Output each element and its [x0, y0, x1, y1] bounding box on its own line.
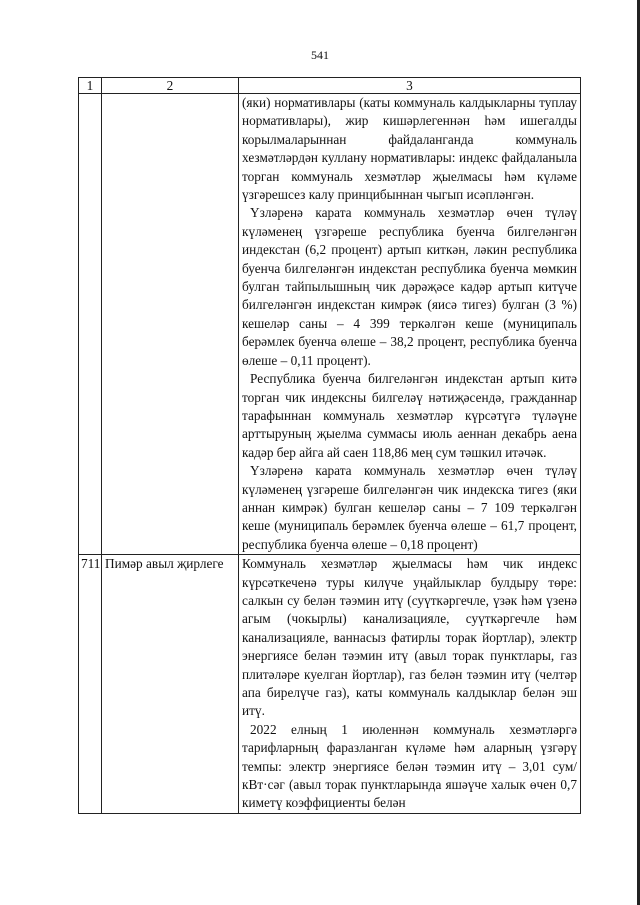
table-row: [79, 94, 581, 555]
settlement-name: [102, 94, 239, 555]
table-header-row: [79, 78, 581, 94]
row-number: [79, 94, 102, 555]
paragraph: Республика буенча билгеләнгән индекстан артып китә торган чик индексны билгеләү нәтиҗәсендә, гражданнар тарафыннан коммуналь хезмәтләр күрсәтүгә түләүне арттыруның җыелма суммасы июль аеннан декабрь аена кадәр бер айга ай саен 118,86 мең сум тәшкил итәчәк.: [242, 371, 577, 460]
paragraph: Коммуналь хезмәтләр җыелмасы һәм чик индекс күрсәткеченә туры килүче уңайлыклар булдыру төре: салкын су белән тәэмин итү (суүткәргечле, үзәк һәм үзенә агым (чокырлы) канализацияле, суүткәргечле һәм канализацияле, ваннасыз фатирлы торак йортлар), электр энергиясе белән тәэмин итү (авыл торак пунктлары, газ плитәләре куелган йортлар), газ белән тәэмин итү (челтәр апа бирелүче газ), каты коммуналь калдыклар белән эш итү.: [242, 556, 577, 719]
paragraph: Үзләренә карата коммуналь хезмәтләр өчен түләү күләменең үзгәреше билгеләнгән чик индекска тигез (яки аннан кимрәк) булган кешеләр саны – 7 109 теркәлгән кеше (муниципаль берәмлек буенча өлеше – 61,7 процент, республика буенча өлеше – 0,18 процент): [242, 463, 577, 552]
paragraph: 2022 елның 1 июленнән коммуналь хезмәтләргә тарифларның фаразланган күләме һәм аларның үзгәрү темпы: электр энергиясе белән тәэмин итү – 3,01 сум/кВт·сәг (авыл торак пунктларында яшәүче халык өчен 0,7 киметү коэффициенты белән: [242, 721, 577, 811]
description-cell: [239, 94, 581, 555]
page-number: 541: [311, 48, 329, 62]
header-col-2: 2: [102, 78, 239, 94]
header-col-1: 1: [79, 78, 102, 94]
header-col-3: 3: [239, 78, 581, 94]
data-table: [78, 77, 581, 814]
row-number: 711: [79, 555, 102, 814]
settlement-name: Пимәр авыл җирлеге: [102, 555, 239, 814]
paragraph: Үзләренә карата коммуналь хезмәтләр өчен түләү күләменең үзгәреше республика буенча билгеләнгән индекстан (6,2 процент) артып киткән, ләкин республика буенча билгеләнгән индекстан республика буенча мөмкин булган тайпылышның чик дәрәҗәсе кадәр артып китүче билгеләнгән индекстан кимрәк (яисә тигез) булган (3 %) кешеләр саны – 4 399 теркәлгән кеше (муниципаль берәмлек буенча өлеше – 38,2 процент, республика буенча өлеше – 0,11 процент).: [242, 205, 577, 368]
paragraph: (яки) нормативлары (каты коммуналь калдыкларны туплау нормативлары), жир кишәрлегеннән һәм ишегалды корылмаларыннан файдаланганда коммуналь хезмәтләрдән куллану нормативлары: индекс файдаланыла торган коммуналь хезмәтләр җыелмасы һәм күләме үзгәрешсез калу принцибыннан чыгып исәпләнгән.: [242, 95, 577, 203]
table-row: [79, 555, 581, 814]
description-cell: [239, 555, 581, 814]
